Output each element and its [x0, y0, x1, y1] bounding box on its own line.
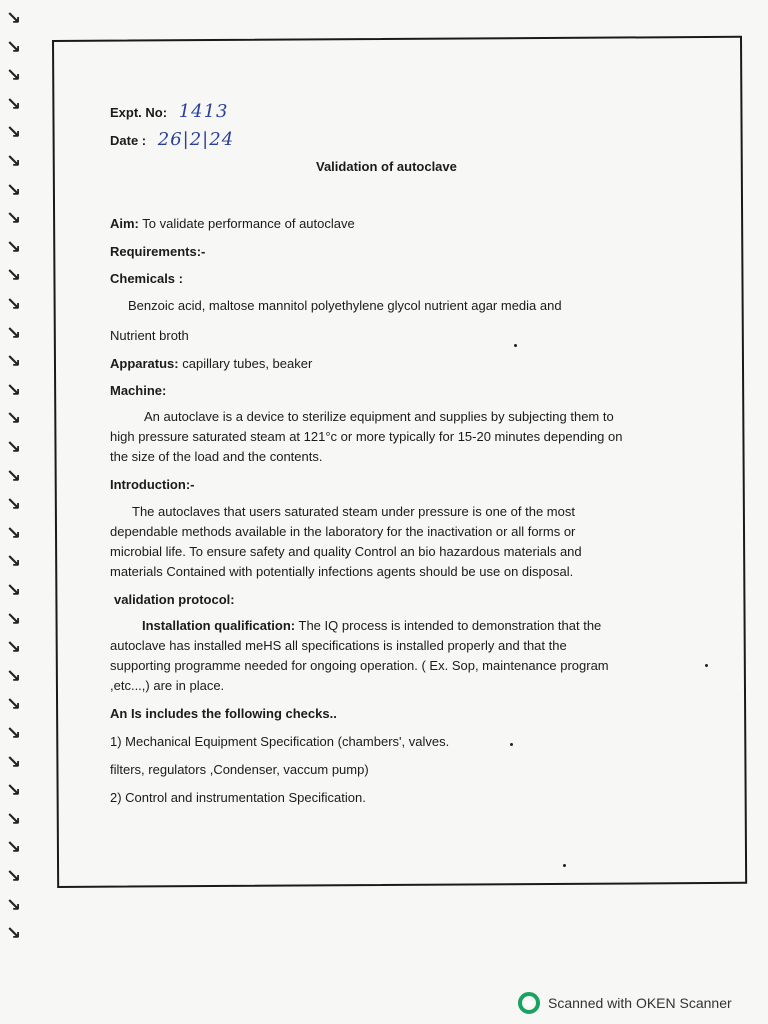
spiral-ring-icon: ↘ [6, 208, 22, 230]
spiral-ring-icon: ↘ [6, 522, 22, 544]
aim-label: Aim: [110, 216, 139, 231]
spiral-ring-icon: ↘ [6, 808, 22, 830]
spiral-ring-icon: ↘ [6, 780, 22, 802]
spiral-ring-icon: ↘ [6, 894, 22, 916]
introduction-line-3: microbial life. To ensure safety and quality Control an bio hazardous materials and [110, 544, 582, 559]
iq-line-1 [142, 618, 601, 635]
apparatus-label: Apparatus: [110, 356, 179, 371]
spiral-ring-icon: ↘ [6, 8, 22, 29]
aim-line [110, 216, 355, 233]
spiral-ring-icon: ↘ [6, 294, 22, 315]
iq-line-4: ,etc...,) are in place. [110, 678, 225, 693]
chemicals-line-2: Nutrient broth [110, 328, 189, 343]
spiral-ring-icon: ↘ [6, 437, 22, 458]
spiral-ring-icon: ↘ [6, 923, 22, 945]
spiral-ring-icon: ↘ [6, 494, 22, 516]
spiral-ring-icon: ↘ [6, 694, 22, 716]
spiral-ring-icon: ↘ [6, 751, 22, 773]
speck [563, 864, 566, 867]
iq-line-2: autoclave has installed meHS all specifications is installed properly and that the [110, 638, 567, 653]
spiral-ring-icon: ↘ [6, 866, 22, 887]
introduction-line-1: The autoclaves that users saturated steam under pressure is one of the most [132, 504, 575, 519]
machine-line-1: An autoclave is a device to sterilize equipment and supplies by subjecting them to [144, 409, 614, 424]
scanner-watermark [518, 992, 732, 1014]
chemicals-line-1: Benzoic acid, maltose mannitol polyethylene glycol nutrient agar media and [128, 298, 562, 313]
expt-no-value: 1413 [178, 101, 229, 122]
oken-scanner-logo-icon [518, 992, 540, 1014]
spiral-ring-icon: ↘ [6, 580, 22, 601]
speck [510, 743, 513, 746]
apparatus-text: capillary tubes, beaker [178, 356, 313, 371]
spiral-ring-icon: ↘ [6, 637, 22, 659]
spiral-ring-icon: ↘ [6, 151, 22, 172]
spiral-ring-icon: ↘ [6, 236, 22, 258]
spiral-ring-icon: ↘ [6, 837, 22, 859]
spiral-ring-icon: ↘ [6, 322, 22, 344]
expt-no-line [110, 100, 229, 123]
introduction-heading: Introduction:- [110, 477, 195, 492]
machine-line-2: high pressure saturated steam at 121°c or more typically for 15-20 minutes depending on [110, 429, 623, 444]
spiral-ring-icon: ↘ [6, 179, 22, 201]
spiral-ring-icon: ↘ [6, 379, 22, 401]
document-title: Validation of autoclave [316, 159, 457, 174]
iq-label: Installation qualification: [142, 618, 296, 633]
spiral-ring-icon: ↘ [6, 465, 22, 487]
speck [705, 664, 708, 667]
spiral-ring-icon: ↘ [6, 408, 22, 430]
date-value: 26|2|24 [157, 129, 235, 150]
spiral-ring-icon: ↘ [6, 65, 22, 87]
spiral-ring-icon: ↘ [6, 351, 22, 373]
apparatus-line [110, 356, 312, 373]
spiral-ring-icon: ↘ [6, 93, 22, 115]
expt-no-label: Expt. No: [110, 105, 168, 120]
check-item-2: 2) Control and instrumentation Specification. [110, 790, 366, 805]
speck [514, 344, 517, 347]
spiral-ring-icon: ↘ [6, 723, 22, 744]
introduction-line-4: materials Contained with potentially infections agents should be use on disposal. [110, 564, 574, 579]
spiral-ring-icon: ↘ [6, 551, 22, 573]
spiral-ring-icon: ↘ [6, 608, 22, 630]
date-line [110, 128, 234, 151]
chemicals-heading: Chemicals : [110, 271, 183, 286]
iq-line-3: supporting programme needed for ongoing operation. ( Ex. Sop, maintenance program [110, 658, 609, 673]
spiral-ring-icon: ↘ [6, 122, 22, 144]
checks-heading: An Is includes the following checks.. [110, 706, 337, 721]
scanner-text: Scanned with OKEN Scanner [548, 995, 732, 1011]
aim-text: To validate performance of autoclave [138, 216, 355, 231]
check-item-1-line-2: filters, regulators ,Condenser, vaccum pump) [110, 762, 369, 777]
machine-heading: Machine: [110, 383, 167, 398]
machine-line-3: the size of the load and the contents. [110, 449, 323, 464]
iq-text-1: The IQ process is intended to demonstration that the [295, 618, 602, 633]
validation-heading: validation protocol: [114, 592, 235, 607]
requirements-heading: Requirements:- [110, 244, 206, 259]
spiral-ring-icon: ↘ [6, 36, 22, 58]
spiral-ring-icon: ↘ [6, 665, 22, 687]
spiral-binding [4, 0, 28, 1000]
introduction-line-2: dependable methods available in the laboratory for the inactivation or all forms or [110, 524, 576, 539]
check-item-1-line-1: 1) Mechanical Equipment Specification (chambers', valves. [110, 734, 450, 749]
spiral-ring-icon: ↘ [6, 265, 22, 287]
date-label: Date : [110, 133, 147, 148]
